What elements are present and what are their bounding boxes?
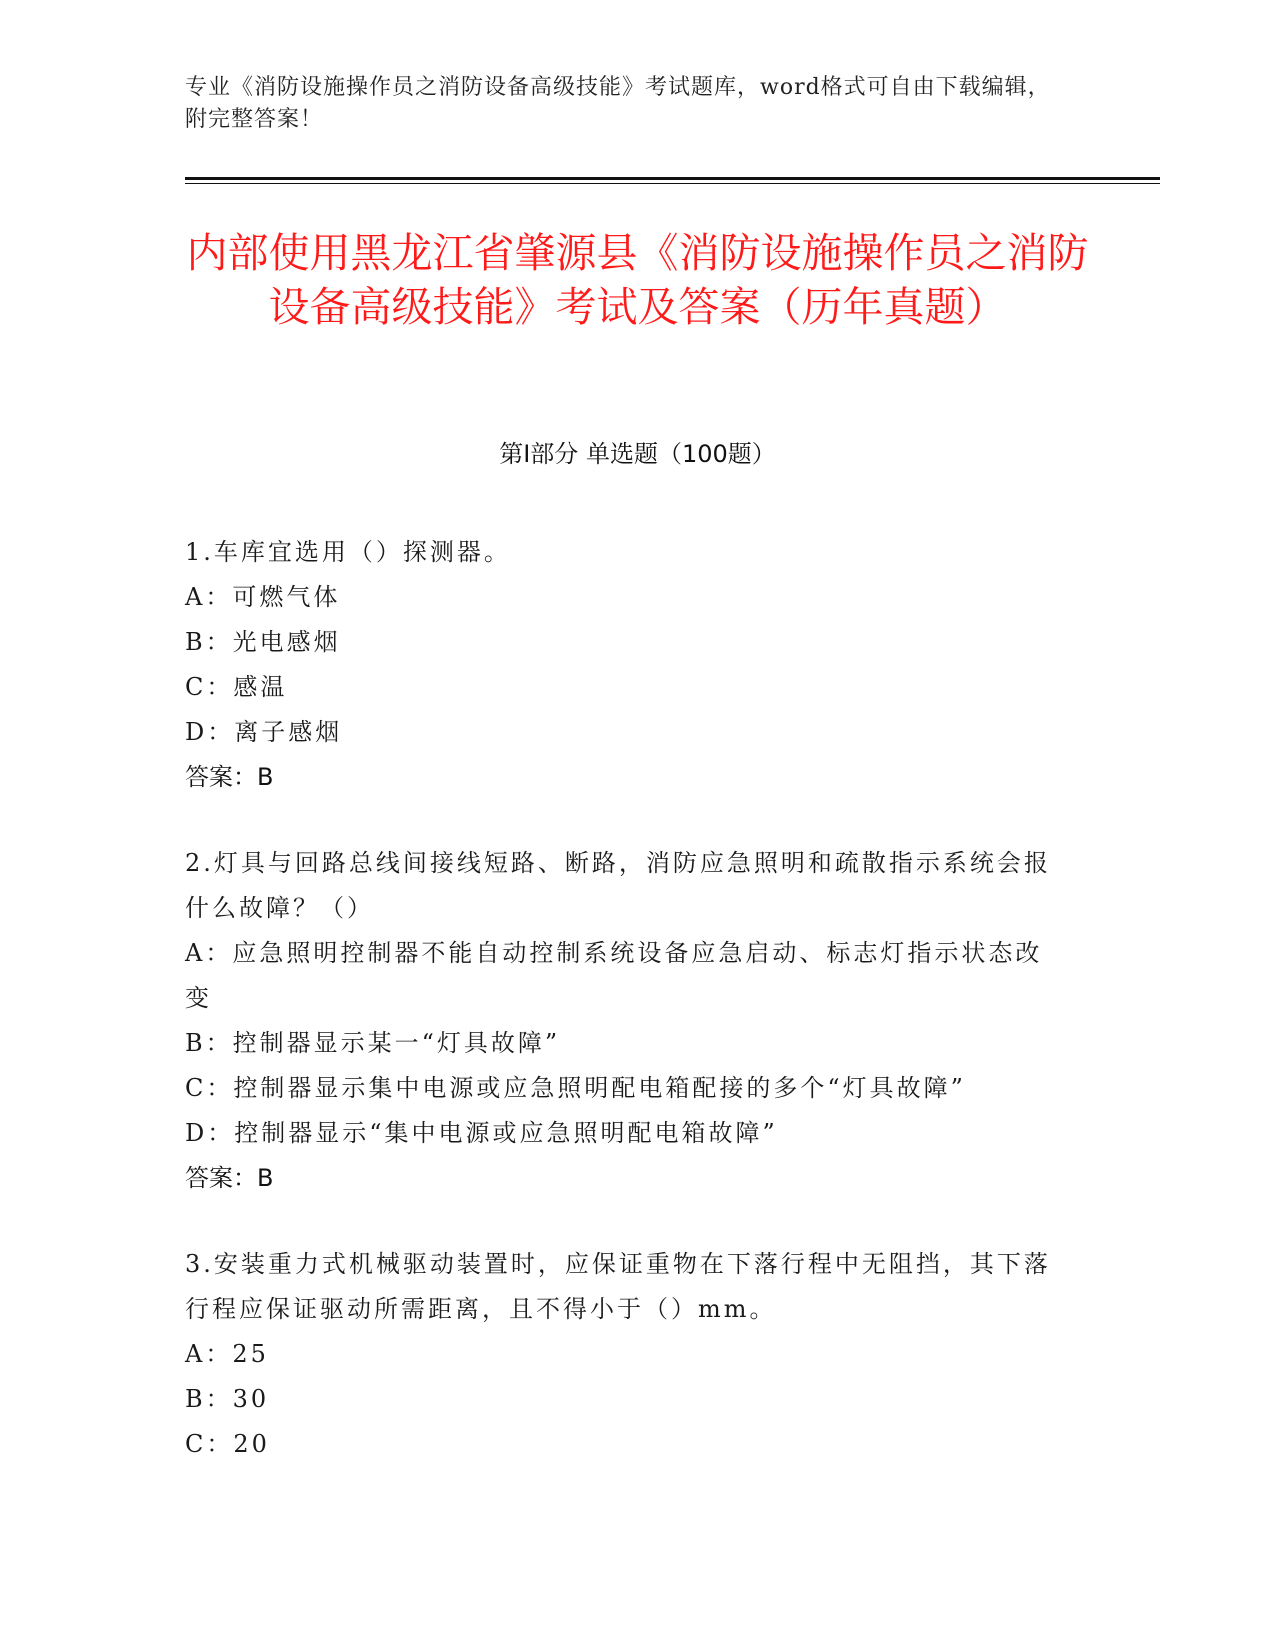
- option-a: A：可燃气体: [185, 583, 341, 611]
- question-stem: 2.灯具与回路总线间接线短路、断路，消防应急照明和疏散指示系统会报什么故障？（）: [185, 849, 1051, 922]
- question-3: [185, 1242, 1065, 1467]
- question-stem: 3.安装重力式机械驱动装置时，应保证重物在下落行程中无阻挡，其下落行程应保证驱动所需距离，且不得小于（）mm。: [185, 1250, 1051, 1323]
- option-b: B：30: [185, 1385, 270, 1413]
- header-divider-thin: [185, 183, 1160, 184]
- option-c: C：20: [185, 1430, 270, 1458]
- header-note: 专业《消防设施操作员之消防设备高级技能》考试题库，word格式可自由下载编辑，附完整答案！: [185, 75, 1051, 132]
- option-a: A：25: [185, 1340, 269, 1368]
- question-stem: 1.车库宜选用（）探测器。: [185, 538, 511, 566]
- question-2: [185, 841, 1065, 1201]
- option-d: D：离子感烟: [185, 718, 343, 746]
- header-divider-thick: [185, 177, 1160, 180]
- option-a: A：应急照明控制器不能自动控制系统设备应急启动、标志灯指示状态改变: [185, 939, 1043, 1012]
- option-d: D：控制器显示“集中电源或应急照明配电箱故障”: [185, 1119, 778, 1147]
- question-1: [185, 530, 1065, 800]
- option-b: B：光电感烟: [185, 628, 341, 656]
- answer: 答案：B: [185, 763, 274, 791]
- option-b: B：控制器显示某一“灯具故障”: [185, 1029, 561, 1057]
- answer: 答案：B: [185, 1164, 274, 1192]
- document-title: 内部使用黑龙江省肇源县《消防设施操作员之消防设备高级技能》考试及答案（历年真题）: [186, 229, 1089, 331]
- option-c: C：感温: [185, 673, 288, 701]
- section-title: 第I部分 单选题（100题）: [499, 440, 776, 468]
- option-c: C：控制器显示集中电源或应急照明配电箱配接的多个“灯具故障”: [185, 1074, 966, 1102]
- question-list: [185, 530, 1065, 1508]
